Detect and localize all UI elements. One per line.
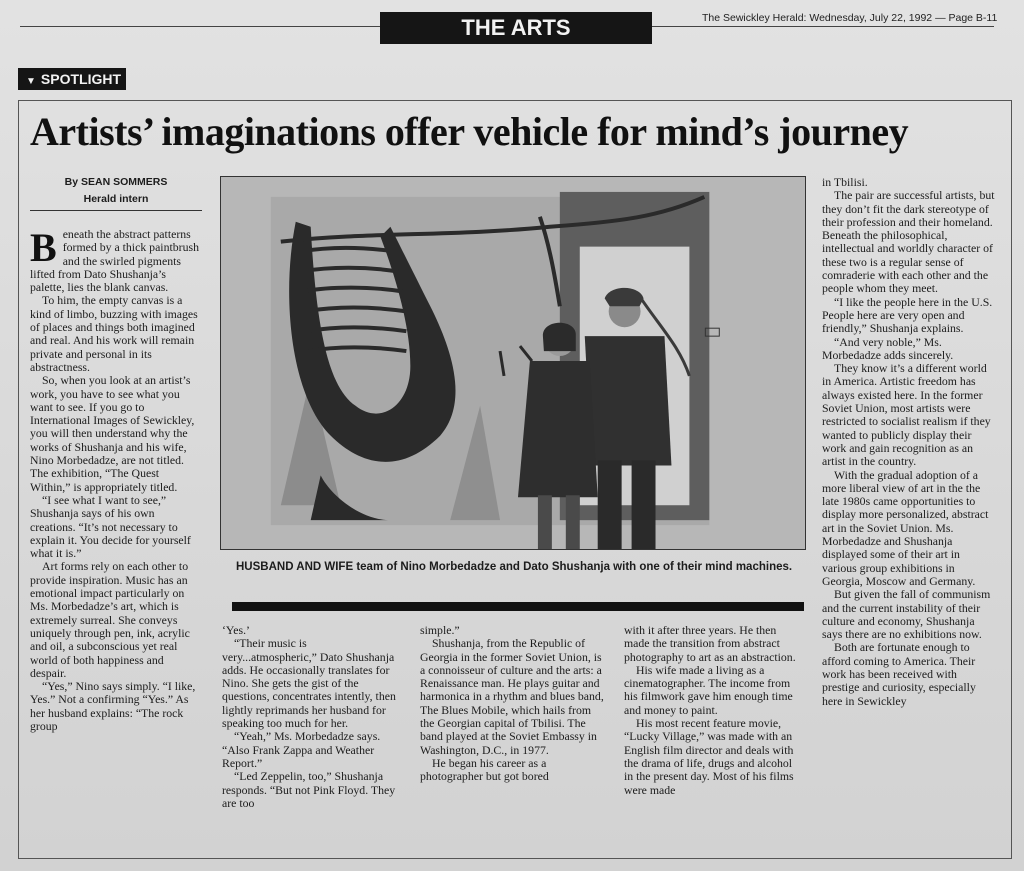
- spotlight-tag: [18, 68, 126, 90]
- paragraph: “I see what I want to see,” Shushanja says of his own creations. “It’s not necessary to explain it. You decide for yourself what it is.”: [30, 492, 191, 561]
- byline: [30, 176, 202, 210]
- photo-caption: [236, 559, 796, 575]
- paragraph: in Tbilisi.: [822, 175, 868, 189]
- paragraph: To him, the empty canvas is a kind of limbo, buzzing with images of places and things both imagined and real. And his work will remain private and personal in its abstractness.: [30, 293, 198, 374]
- caption-rule: [232, 602, 804, 611]
- paragraph: “Yes,” Nino says simply. “I like, Yes.” Not a confirming “Yes.” As her husband explains: “The rock group: [30, 679, 196, 733]
- spotlight-label: SPOTLIGHT: [40, 71, 122, 87]
- feature-photo: [220, 176, 806, 550]
- paragraph: With the gradual adoption of a more liberal view of art in the the late 1980s came opportunities to display more personalized, abstract art in the Soviet Union. Ms. Morbedadze and Shushanja displayed some of their art in various group exhibitions in Georgia, Moscow and Germany.: [822, 467, 989, 588]
- photo-artwork: [221, 177, 805, 549]
- paragraph: Both are fortunate enough to afford coming to America. Their work has been received with prestige and curiosity, especially here in Sewickley: [822, 640, 976, 708]
- paragraph: Shushanja, from the Republic of Georgia in the former Soviet Union, is a connoisseur of culture and the arts: a Renaissance man. He plays guitar and harmonica in a rhythm and blues band, The Blues Mobile, which hails from the Georgian capital of Tbilisi. The band played at the Soviet Embassy in Washington, D.C., in 1977.: [420, 636, 604, 757]
- paragraph: His wife made a living as a cinematographer. The income from his filmwork gave him enough time and money to paint.: [624, 662, 793, 717]
- article-column-2: [222, 624, 400, 810]
- article-column-4: [624, 624, 800, 797]
- article-column-1: [30, 225, 202, 733]
- paragraph: So, when you look at an artist’s work, you have to see what you want to see. If you go to International Images of Sewickley, you will then understand why the works of Shushanja and his wife, Nino Morbedadze, are not titled. The exhibition, “The Quest Within,” is appropriately titled.: [30, 373, 195, 494]
- bleed-through-texture: [140, 40, 1020, 100]
- paragraph: “I like the people here in the U.S. People here are very open and friendly,” Shushanja explains.: [822, 294, 993, 336]
- paragraph: Art forms rely on each other to provide inspiration. Music has an emotional impact particularly on Ms. Morbedadze’s art, which is extremely surreal. She conveys uniquely through pen, ink, acrylic and oil, a subconscious yet real world of both happiness and despair.: [30, 559, 190, 680]
- caption-lead: HUSBAND AND WIFE: [236, 561, 354, 573]
- section-banner: THE ARTS: [380, 12, 652, 44]
- headline: Artists’ imaginations offer vehicle for mind’s journey: [30, 109, 909, 154]
- article-column-5: [822, 176, 996, 708]
- paragraph: The pair are successful artists, but they don’t fit the dark stereotype of their profession and their homeland. Beneath the philosophical, intellectual and worldly character of these two is a regular sense of comraderie with each other and the people whom they meet.: [822, 188, 995, 296]
- paragraph: simple.”: [420, 623, 460, 637]
- byline-role: Herald intern: [83, 193, 149, 205]
- paragraph: They know it’s a different world in America. Artistic freedom has always existed here. In the former Soviet Union, most artists were restricted to socialist realism if they wanted to publicly display their work and gain recognition as an artist in the country.: [822, 361, 991, 469]
- paragraph: “Yeah,” Ms. Morbedadze says. “Also Frank Zappa and Weather Report.”: [222, 729, 381, 770]
- paragraph: with it after three years. He then made the transition from abstract photography to art as an abstraction.: [624, 623, 796, 664]
- drop-cap: B: [30, 225, 57, 270]
- paragraph: He began his career as a photographer but got bored: [420, 755, 549, 784]
- triangle-down-icon: ▼: [26, 76, 36, 87]
- dateline: The Sewickley Herald: Wednesday, July 22, 1992 — Page B-11: [702, 12, 998, 24]
- article-column-3: [420, 624, 608, 784]
- byline-rule: [30, 210, 202, 211]
- paragraph: “Their music is very...atmospheric,” Dato Shushanja adds. He occasionally translates for Nino. She gets the gist of the questions, concentrates intently, then lightly reprimands her husband for speaking too much for her.: [222, 636, 396, 731]
- paragraph: His most recent feature movie, “Lucky Village,” was made with an English film director and deals with the drama of life, drugs and alcohol in the present day. Most of his films were made: [624, 716, 794, 797]
- byline-author: By SEAN SOMMERS: [64, 176, 168, 188]
- caption-text: team of Nino Morbedadze and Dato Shushanja with one of their mind machines.: [353, 561, 793, 573]
- paragraph: “Led Zeppelin, too,” Shushanja responds. “But not Pink Floyd. They are too: [222, 769, 396, 810]
- paragraph: “And very noble,” Ms. Morbedadze adds sincerely.: [822, 334, 954, 362]
- paragraph: ‘Yes.’: [222, 623, 250, 637]
- paragraph: eneath the abstract patterns formed by a thick paintbrush and the swirled pigments lifted from Dato Shushanja’s palette, lies the blank canvas.: [30, 227, 199, 295]
- paragraph: But given the fall of communism and the current instability of their culture and economy, Shushanja says there are no exhibitions now.: [822, 587, 991, 642]
